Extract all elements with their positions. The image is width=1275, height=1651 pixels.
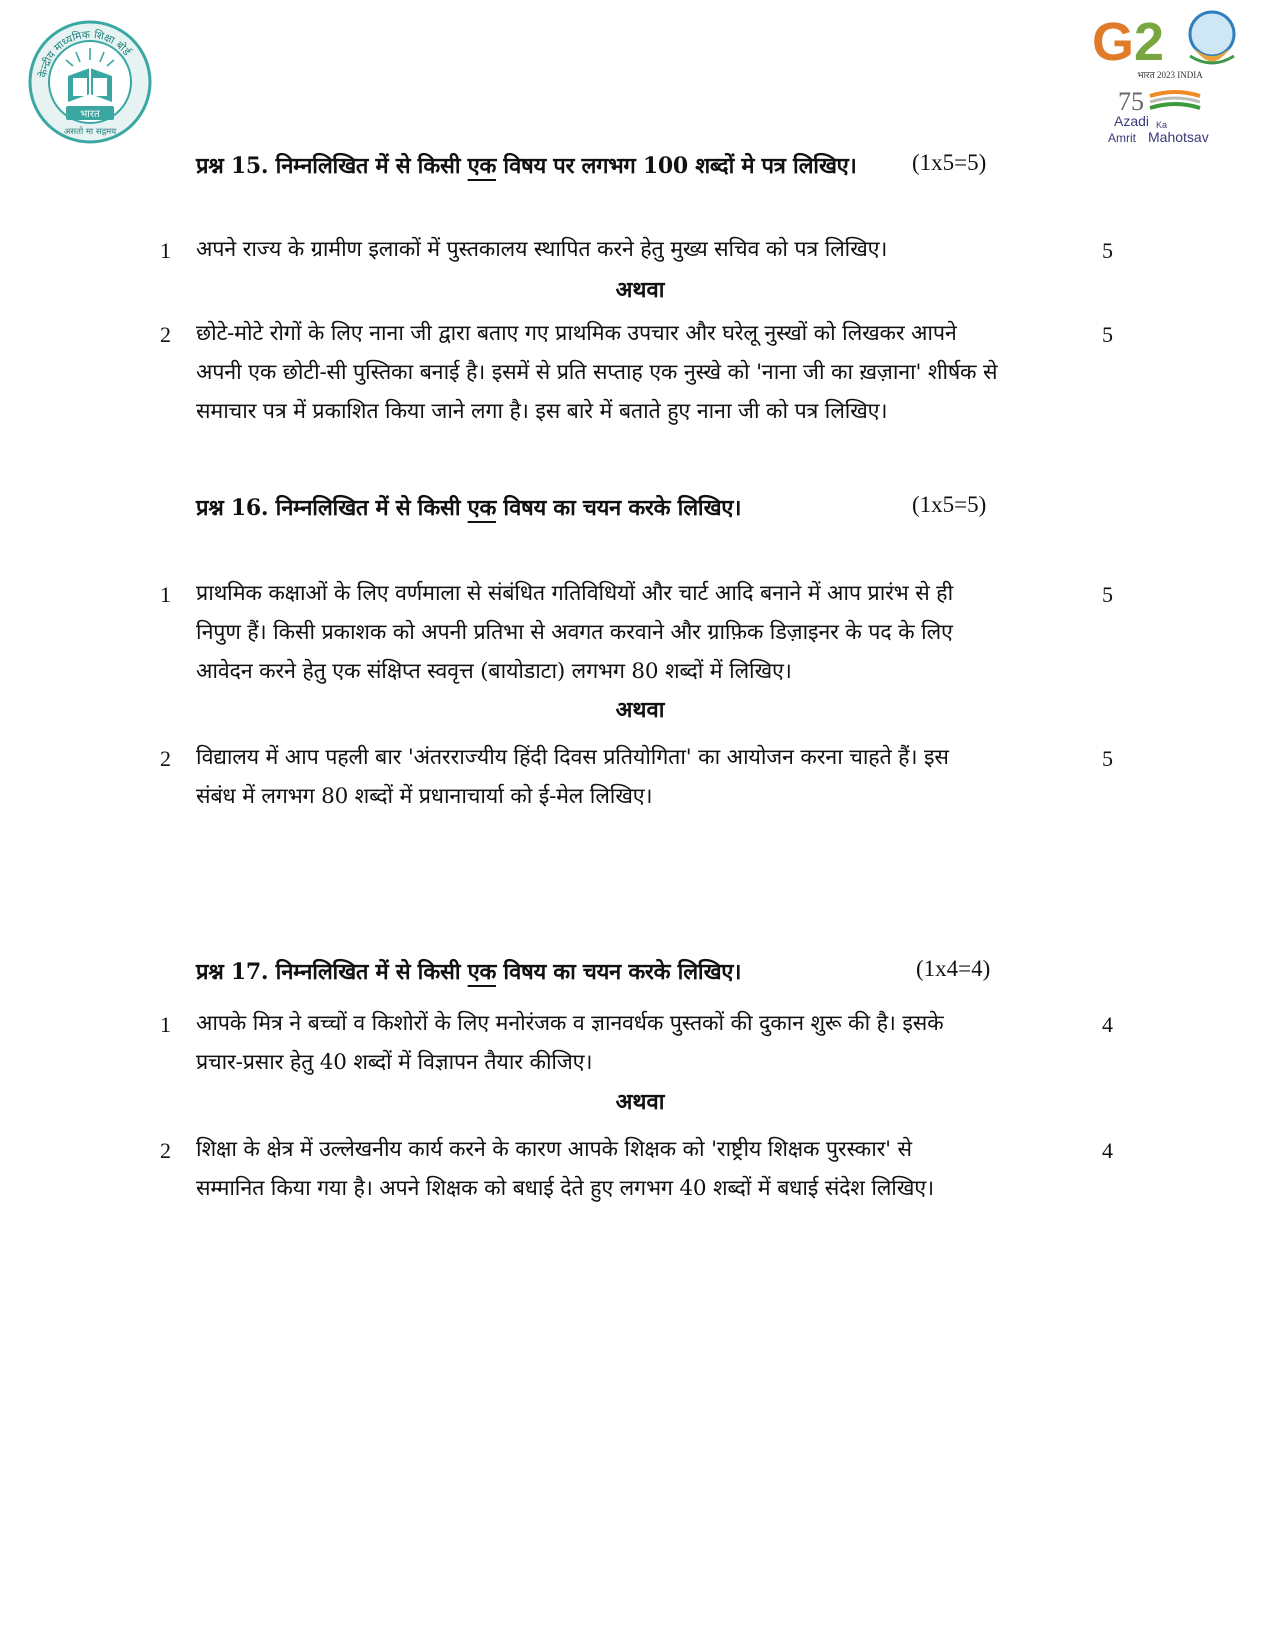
azadi-ka-amrit-mahotsav-logo [1108,87,1209,145]
q17-option-2-number: 2 [160,1138,171,1163]
cbse-bharat: भारत [80,109,100,120]
question-16-heading: प्रश्न 16. निम्नलिखित में से किसी एक विषय का चयन करके लिखिए। [196,495,742,521]
g20-sub: भारत 2023 INDIA [1137,70,1203,80]
q17-option-1-number: 1 [160,1012,171,1037]
cbse-logo [28,20,152,144]
q15-option-1-number: 1 [160,238,171,263]
q17-option-2-mark: 4 [1102,1138,1113,1163]
q15-or-label: अथवा [615,277,665,303]
q16-option-1-mark: 5 [1102,582,1113,607]
q15-option-1-text: अपने राज्य के ग्रामीण इलाकों में पुस्तकालय स्थापित करने हेतु मुख्य सचिव को पत्र लिखिए। [196,237,888,262]
svg-text:Ka: Ka [1156,120,1168,130]
svg-text:Amrit: Amrit [1108,131,1136,145]
q16-option-2-number: 2 [160,746,171,771]
svg-text:75: 75 [1118,87,1144,116]
q17-option-1-mark: 4 [1102,1012,1113,1037]
q15-option-2-text: छोटे-मोटे रोगों के लिए नाना जी द्वारा बताए गए प्राथमिक उपचार और घरेलू नुस्खों को लिखकर आपने अपनी एक छोटी-सी पुस्तिका बनाई है। इसमें से प्रति सप्ताह एक नुस्खे को 'नाना जी का ख़ज़ाना' शीर्षक से समाचार पत्र में प्रकाशित किया जाने लगा है। इस बारे में बताते हुए नाना जी को पत्र लिखिए। [196,321,998,424]
svg-text:Mahotsav: Mahotsav [1148,129,1209,145]
g20-mark: G2 [1092,12,1165,72]
cbse-motto: असतो मा सद्गमय [63,127,117,137]
g20-logo [1090,4,1250,154]
q17-option-1-text: आपके मित्र ने बच्चों व किशोरों के लिए मनोरंजक व ज्ञानवर्धक पुस्तकों की दुकान शुरू की है। इसके प्रचार-प्रसार हेतु 40 शब्दों में विज्ञापन तैयार कीजिए। [196,1011,944,1075]
cbse-ring-text: केन्द्रीय माध्यमिक शिक्षा बोर्ड [37,28,133,79]
question-15-heading: प्रश्न 15. निम्नलिखित में से किसी एक विषय पर लगभग 100 शब्दों मे पत्र लिखिए। [196,153,857,179]
q17-or-label: अथवा [615,1089,665,1115]
svg-text:Azadi: Azadi [1114,113,1150,129]
question-17-heading: प्रश्न 17. निम्नलिखित में से किसी एक विषय का चयन करके लिखिए। [196,959,742,985]
q16-option-2-mark: 5 [1102,746,1113,771]
q15-option-2-number: 2 [160,322,171,347]
q16-option-1-text: प्राथमिक कक्षाओं के लिए वर्णमाला से संबंधित गतिविधियों और चार्ट आदि बनाने में आप प्रारंभ से ही निपुण हैं। किसी प्रकाशक को अपनी प्रतिभा से अवगत करवाने और ग्राफ़िक डिज़ाइनर के पद के लिए आवेदन करने हेतु एक संक्षिप्त स्ववृत्त (बायोडाटा) लगभग 80 शब्दों में लिखिए। [196,581,953,684]
q15-option-2-mark: 5 [1102,322,1113,347]
question-16-marks: (1x5=5) [912,492,987,517]
question-15-marks: (1x5=5) [912,150,987,175]
q16-option-1-number: 1 [160,582,171,607]
q15-option-1-mark: 5 [1102,238,1113,263]
globe-lotus-icon [1190,12,1234,63]
q16-or-label: अथवा [615,697,665,723]
q16-option-2-text: विद्यालय में आप पहली बार 'अंतरराज्यीय हिंदी दिवस प्रतियोगिता' का आयोजन करना चाहते हैं। इस संबंध में लगभग 80 शब्दों में प्रधानाचार्या को ई-मेल लिखिए। [196,745,949,809]
q17-option-2-text: शिक्षा के क्षेत्र में उल्लेखनीय कार्य करने के कारण आपके शिक्षक को 'राष्ट्रीय शिक्षक पुरस्कार' से सम्मानित किया गया है। अपने शिक्षक को बधाई देते हुए लगभग 40 शब्दों में बधाई संदेश लिखिए। [196,1137,934,1201]
question-17-marks: (1x4=4) [916,956,991,981]
